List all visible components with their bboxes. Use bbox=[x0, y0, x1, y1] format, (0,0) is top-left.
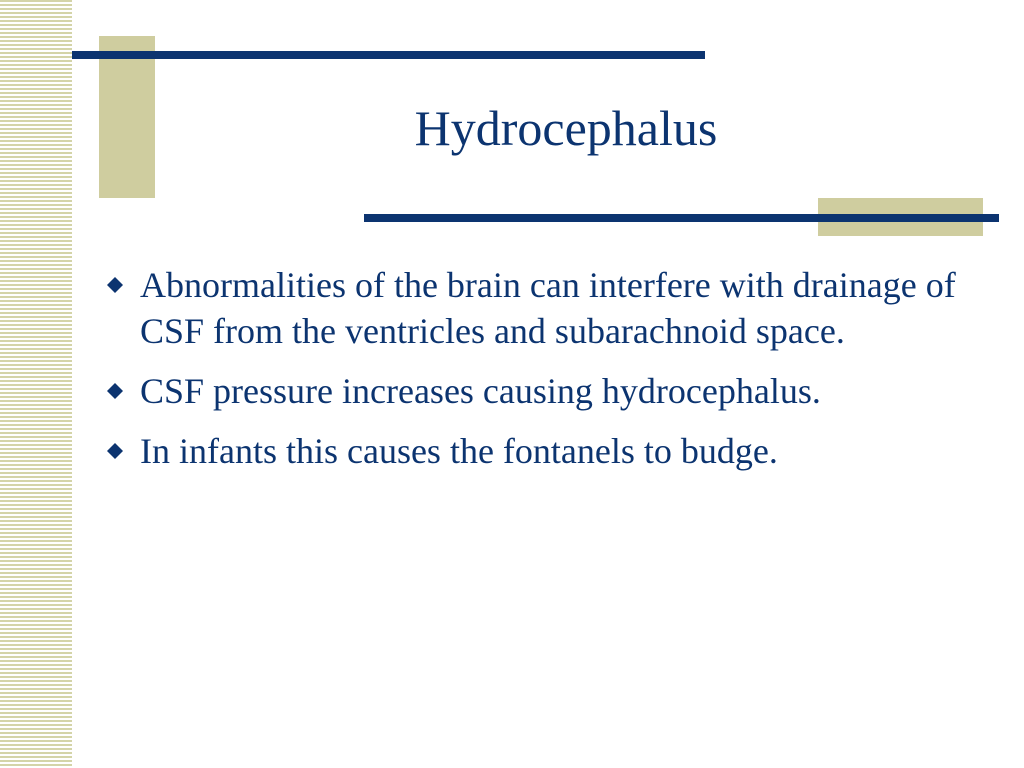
bullet-list bbox=[104, 262, 984, 488]
bullet-text: In infants this causes the fontanels to budge. bbox=[140, 431, 778, 471]
diamond-bullet-icon bbox=[106, 276, 124, 294]
title-rule-top bbox=[72, 51, 705, 59]
title-rule-bottom bbox=[364, 214, 999, 222]
diamond-bullet-icon bbox=[106, 382, 124, 400]
bullet-text: Abnormalities of the brain can interfere with drainage of CSF from the ventricles and subarachnoid space. bbox=[140, 265, 956, 351]
slide-title: Hydrocephalus bbox=[414, 100, 718, 156]
striped-margin-decoration bbox=[0, 0, 72, 768]
accent-block-top bbox=[99, 36, 155, 198]
bullet-item bbox=[104, 428, 984, 474]
bullet-item bbox=[104, 368, 984, 414]
bullet-text: CSF pressure increases causing hydrocephalus. bbox=[140, 371, 821, 411]
bullet-item bbox=[104, 262, 984, 354]
diamond-bullet-icon bbox=[106, 442, 124, 460]
